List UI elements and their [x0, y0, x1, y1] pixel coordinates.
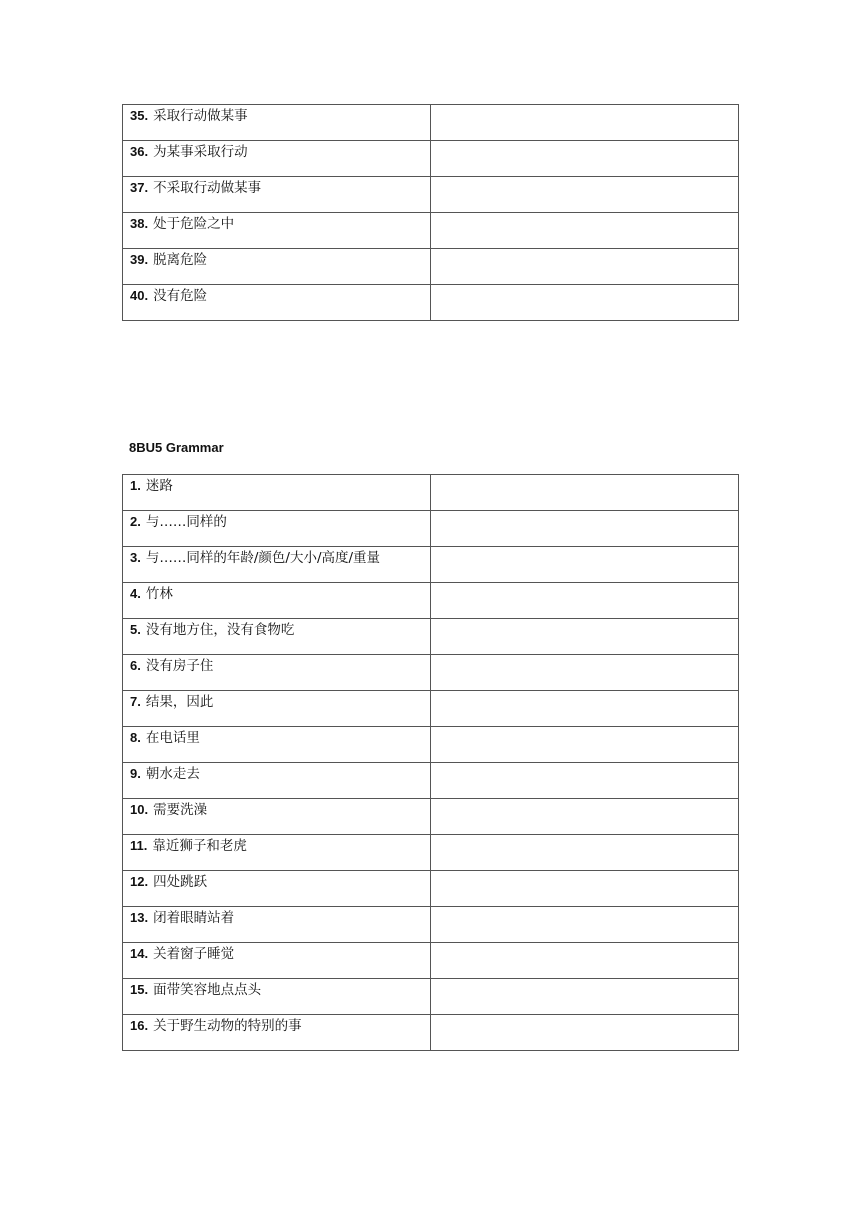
section-heading: 8BU5 Grammar: [129, 440, 224, 455]
prompt-content: [130, 907, 430, 927]
answer-cell[interactable]: [431, 249, 739, 285]
prompt-cell: [123, 105, 431, 141]
prompt-content: [130, 727, 430, 747]
answer-cell[interactable]: [431, 1015, 739, 1051]
table-row: [123, 583, 739, 619]
table-row: [123, 655, 739, 691]
prompt-cell: [123, 249, 431, 285]
prompt-cell: [123, 141, 431, 177]
answer-text: [438, 249, 738, 251]
prompt-cell: [123, 583, 431, 619]
item-number: 15.: [130, 982, 149, 997]
answer-cell[interactable]: [431, 177, 739, 213]
prompt-content: [130, 799, 430, 819]
prompt-cell: [123, 177, 431, 213]
prompt-cell: [123, 871, 431, 907]
table-row: [123, 141, 739, 177]
answer-cell[interactable]: [431, 213, 739, 249]
answer-text: [438, 907, 738, 909]
answer-text: [438, 943, 738, 945]
answer-text: [438, 105, 738, 107]
answer-cell[interactable]: [431, 475, 739, 511]
item-text: 面带笑容地点点头: [153, 982, 262, 998]
prompt-content: [130, 979, 430, 999]
item-text: 与……同样的: [145, 514, 227, 530]
prompt-cell: [123, 727, 431, 763]
table-row: [123, 835, 739, 871]
prompt-content: [130, 105, 430, 125]
item-text: 没有地方住，没有食物吃: [145, 622, 295, 638]
item-text: 处于危险之中: [153, 216, 235, 232]
answer-cell[interactable]: [431, 285, 739, 321]
table-row: [123, 285, 739, 321]
item-number: 39.: [130, 252, 149, 267]
answer-text: [438, 475, 738, 477]
item-number: 13.: [130, 910, 149, 925]
table-row: [123, 511, 739, 547]
item-text: 靠近狮子和老虎: [152, 838, 247, 854]
prompt-content: [130, 583, 430, 603]
prompt-cell: [123, 799, 431, 835]
prompt-content: [130, 547, 430, 567]
item-number: 14.: [130, 946, 149, 961]
table-row: [123, 1015, 739, 1051]
prompt-content: [130, 213, 430, 233]
vocab-table-1-body: [123, 105, 739, 321]
item-number: 38.: [130, 216, 149, 231]
prompt-content: [130, 141, 430, 161]
answer-text: [438, 727, 738, 729]
table-row: [123, 691, 739, 727]
prompt-content: [130, 511, 430, 531]
prompt-content: [130, 655, 430, 675]
answer-text: [438, 763, 738, 765]
answer-cell[interactable]: [431, 583, 739, 619]
item-text: 为某事采取行动: [153, 144, 248, 160]
item-text: 竹林: [145, 586, 173, 602]
item-number: 35.: [130, 108, 149, 123]
prompt-content: [130, 285, 430, 305]
item-text: 朝水走去: [145, 766, 200, 782]
answer-text: [438, 511, 738, 513]
item-text: 在电话里: [145, 730, 200, 746]
answer-text: [438, 177, 738, 179]
prompt-content: [130, 177, 430, 197]
item-text: 脱离危险: [153, 252, 208, 268]
prompt-cell: [123, 835, 431, 871]
table-row: [123, 871, 739, 907]
answer-cell[interactable]: [431, 691, 739, 727]
answer-cell[interactable]: [431, 943, 739, 979]
answer-cell[interactable]: [431, 799, 739, 835]
item-text: 结果，因此: [145, 694, 214, 710]
prompt-cell: [123, 763, 431, 799]
item-number: 11.: [130, 838, 148, 853]
table-row: [123, 475, 739, 511]
table-row: [123, 177, 739, 213]
prompt-content: [130, 475, 430, 495]
item-text: 四处跳跃: [153, 874, 208, 890]
answer-text: [438, 979, 738, 981]
item-text: 关着窗子睡觉: [153, 946, 235, 962]
table-row: [123, 763, 739, 799]
prompt-cell: [123, 943, 431, 979]
answer-text: [438, 1015, 738, 1017]
table-row: [123, 943, 739, 979]
vocab-table-1: [122, 104, 739, 321]
answer-text: [438, 547, 738, 549]
item-number: 1.: [130, 478, 141, 493]
answer-text: [438, 799, 738, 801]
prompt-content: [130, 835, 430, 855]
table-row: [123, 105, 739, 141]
answer-cell[interactable]: [431, 105, 739, 141]
answer-cell[interactable]: [431, 763, 739, 799]
answer-cell[interactable]: [431, 979, 739, 1015]
table-row: [123, 547, 739, 583]
item-text: 闭着眼睛站着: [153, 910, 235, 926]
table-row: [123, 727, 739, 763]
answer-text: [438, 285, 738, 287]
prompt-cell: [123, 285, 431, 321]
answer-cell[interactable]: [431, 871, 739, 907]
table-row: [123, 907, 739, 943]
item-text: 关于野生动物的特别的事: [153, 1018, 302, 1034]
item-number: 4.: [130, 586, 141, 601]
item-text: 迷路: [145, 478, 173, 494]
prompt-cell: [123, 655, 431, 691]
item-text: 不采取行动做某事: [153, 180, 262, 196]
prompt-content: [130, 249, 430, 269]
item-number: 12.: [130, 874, 149, 889]
prompt-content: [130, 1015, 430, 1035]
prompt-cell: [123, 213, 431, 249]
table-row: [123, 249, 739, 285]
answer-cell[interactable]: [431, 141, 739, 177]
item-text: 与……同样的年龄/颜色/大小/高度/重量: [145, 550, 381, 566]
item-number: 16.: [130, 1018, 149, 1033]
item-text: 没有危险: [153, 288, 208, 304]
table-row: [123, 619, 739, 655]
vocab-table-2-body: [123, 475, 739, 1051]
table-row: [123, 213, 739, 249]
prompt-cell: [123, 619, 431, 655]
item-text: 没有房子住: [145, 658, 214, 674]
answer-text: [438, 871, 738, 873]
answer-text: [438, 583, 738, 585]
answer-text: [438, 619, 738, 621]
item-number: 8.: [130, 730, 141, 745]
answer-cell[interactable]: [431, 907, 739, 943]
prompt-cell: [123, 511, 431, 547]
prompt-cell: [123, 1015, 431, 1051]
answer-text: [438, 141, 738, 143]
answer-text: [438, 655, 738, 657]
item-number: 9.: [130, 766, 141, 781]
item-number: 37.: [130, 180, 149, 195]
answer-cell[interactable]: [431, 835, 739, 871]
prompt-content: [130, 691, 430, 711]
table-row: [123, 979, 739, 1015]
answer-text: [438, 691, 738, 693]
prompt-content: [130, 619, 430, 639]
prompt-content: [130, 943, 430, 963]
item-number: 3.: [130, 550, 141, 565]
item-text: 需要洗澡: [153, 802, 208, 818]
answer-cell[interactable]: [431, 655, 739, 691]
prompt-content: [130, 763, 430, 783]
prompt-cell: [123, 475, 431, 511]
item-number: 36.: [130, 144, 149, 159]
item-number: 10.: [130, 802, 149, 817]
item-number: 6.: [130, 658, 141, 673]
prompt-cell: [123, 979, 431, 1015]
item-number: 2.: [130, 514, 141, 529]
prompt-content: [130, 871, 430, 891]
prompt-cell: [123, 547, 431, 583]
item-text: 采取行动做某事: [153, 108, 248, 124]
answer-text: [438, 213, 738, 215]
item-number: 40.: [130, 288, 149, 303]
prompt-cell: [123, 907, 431, 943]
answer-cell[interactable]: [431, 547, 739, 583]
item-number: 7.: [130, 694, 141, 709]
answer-cell[interactable]: [431, 619, 739, 655]
table-row: [123, 799, 739, 835]
answer-text: [438, 835, 738, 837]
prompt-cell: [123, 691, 431, 727]
answer-cell[interactable]: [431, 727, 739, 763]
vocab-table-2: [122, 474, 739, 1051]
item-number: 5.: [130, 622, 141, 637]
answer-cell[interactable]: [431, 511, 739, 547]
